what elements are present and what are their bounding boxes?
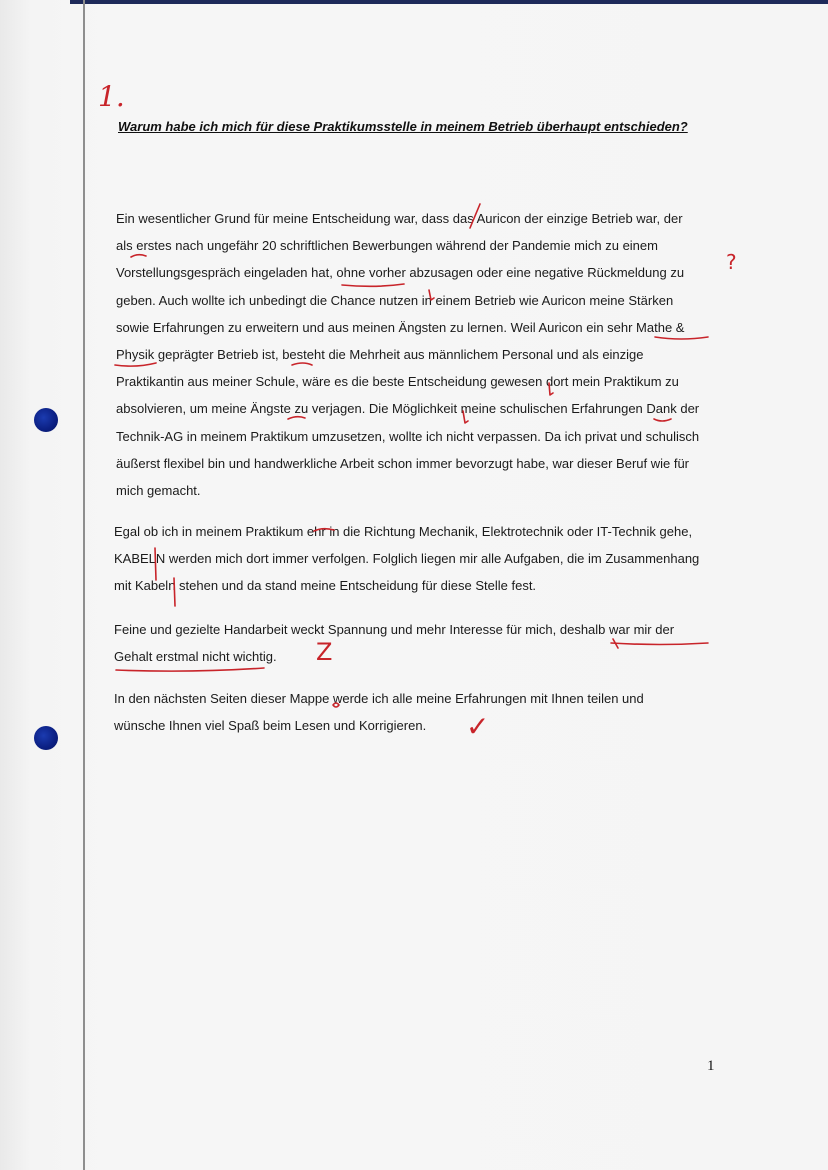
paragraph-line: geben. Auch wollte ich unbedingt die Chance nutzen in einem Betrieb wie Auricon meine Stärken bbox=[116, 292, 674, 308]
paragraph-4 bbox=[114, 685, 644, 739]
paragraph-2 bbox=[114, 518, 699, 600]
paragraph-line: Gehalt erstmal nicht wichtig. bbox=[114, 649, 277, 665]
z-mark-annotation: Z bbox=[316, 638, 333, 666]
check-mark-icon: ✓ bbox=[466, 710, 490, 743]
paragraph-line: In den nächsten Seiten dieser Mappe werde ich alle meine Erfahrungen mit Ihnen teilen und bbox=[114, 691, 644, 706]
paragraph-line: Technik-AG in meinem Praktikum umzusetzen, wollte ich nicht verpassen. Da ich privat und schulisch bbox=[116, 428, 700, 444]
punch-hole-bottom bbox=[34, 726, 58, 750]
paragraph-line: wünsche Ihnen viel Spaß beim Lesen und Korrigieren. bbox=[114, 718, 427, 734]
paragraph-line: äußerst flexibel bin und handwerkliche Arbeit schon immer bevorzugt habe, war dieser Beruf wie für bbox=[116, 455, 690, 471]
page-number: 1 bbox=[707, 1058, 715, 1074]
paragraph-line: Vorstellungsgespräch eingeladen hat, ohne vorher abzusagen oder eine negative Rückmeldung zu bbox=[116, 265, 685, 281]
paragraph-line: Ein wesentlicher Grund für meine Entscheidung war, dass das Auricon der einzige Betrieb war, der bbox=[116, 211, 683, 226]
paragraph-line: mit Kabeln stehen und da stand meine Entscheidung für diese Stelle fest. bbox=[114, 578, 537, 594]
paragraph-line: Praktikantin aus meiner Schule, wäre es die beste Entscheidung gewesen dort mein Praktikum zu bbox=[116, 374, 679, 390]
section-number: 1. bbox=[98, 80, 125, 113]
paragraph-line: absolvieren, um meine Ängste zu verjagen. Die Möglichkeit meine schulischen Erfahrungen Dank der bbox=[116, 401, 700, 417]
paragraph-line: Physik geprägter Betrieb ist, besteht die Mehrheit aus männlichem Personal und als einzige bbox=[116, 347, 644, 363]
paragraph-line: als erstes nach ungefähr 20 schriftlichen Bewerbungen während der Pandemie mich zu einem bbox=[116, 238, 658, 254]
document-heading: Warum habe ich mich für diese Praktikumsstelle in meinem Betrieb überhaupt entschieden? bbox=[118, 119, 688, 134]
paragraph-line: sowie Erfahrungen zu erweitern und aus meinen Ängsten zu lernen. Weil Auricon ein sehr Mathe & bbox=[116, 319, 685, 335]
paragraph-3 bbox=[114, 616, 674, 670]
binder-fold-line bbox=[83, 0, 85, 1170]
paragraph-line: KABELN werden mich dort immer verfolgen. Folglich liegen mir alle Aufgaben, die im Zusammenhang bbox=[114, 551, 700, 567]
question-mark-annotation: ? bbox=[726, 250, 737, 274]
paragraph-line: Feine und gezielte Handarbeit weckt Spannung und mehr Interesse für mich, deshalb war mir der bbox=[114, 622, 675, 637]
binder-top-strip bbox=[70, 0, 828, 4]
paragraph-1 bbox=[116, 205, 699, 504]
paragraph-line: mich gemacht. bbox=[116, 483, 201, 499]
punch-hole-top bbox=[34, 408, 58, 432]
paragraph-line: Egal ob ich in meinem Praktikum ehr in die Richtung Mechanik, Elektrotechnik oder IT-Technik gehe, bbox=[114, 524, 693, 539]
